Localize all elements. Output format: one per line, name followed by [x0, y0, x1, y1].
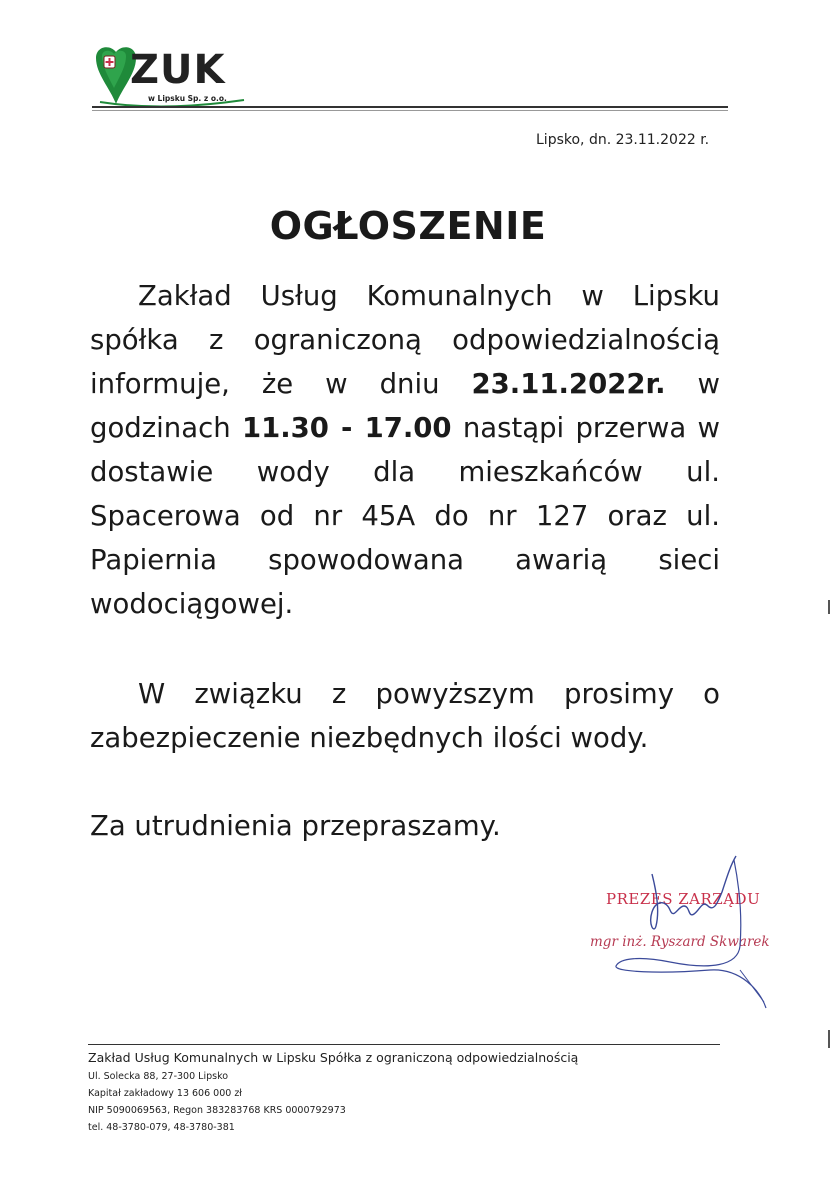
header-divider-thin	[92, 110, 728, 111]
handwritten-signature-icon	[590, 850, 780, 1020]
paragraph-text-3: nastąpi przerwa w dostawie wody dla mieszkańców ul. Spacerowa od nr 45A do nr 127 oraz ul. Papiernia spowodowana awarią sieci wodociągowej.	[90, 412, 721, 620]
footer-registration-ids: NIP 5090069563, Regon 383283768 KRS 0000792973	[88, 1105, 346, 1116]
page-title: OGŁOSZENIE	[269, 204, 547, 248]
footer-company-name: Zakład Usług Komunalnych w Lipsku Spółka z ograniczoną odpowiedzialnością	[88, 1050, 579, 1065]
date-line: Lipsko, dn. 23.11.2022 r.	[536, 132, 710, 148]
outage-hours: 11.30 - 17.00	[241, 412, 452, 444]
logo-subtitle: w Lipsku Sp. z o.o.	[148, 94, 227, 103]
stamp-title: PREZES ZARZĄDU	[606, 890, 761, 908]
announcement-paragraph	[90, 274, 720, 626]
logo-name: ZUK	[130, 47, 226, 93]
paragraph-text-2: w godzinach	[90, 368, 720, 444]
outage-date: 23.11.2022r.	[471, 368, 666, 400]
request-text: W związku z powyższym prosimy o zabezpieczenie niezbędnych ilości wody.	[90, 678, 720, 754]
apology-text: Za utrudnienia przepraszamy.	[90, 810, 501, 842]
company-logo	[92, 44, 252, 108]
header-divider	[92, 106, 728, 108]
footer-address: Ul. Solecka 88, 27-300 Lipsko	[88, 1071, 229, 1082]
footer-phone: tel. 48-3780-079, 48-3780-381	[88, 1122, 235, 1133]
stamp-name: mgr inż. Ryszard Skwarek	[590, 934, 770, 950]
apology-paragraph	[90, 804, 720, 848]
paragraph-text-1: Zakład Usług Komunalnych w Lipsku spółka z ograniczoną odpowiedzialnością informuje, że w dniu	[90, 280, 720, 400]
request-paragraph	[90, 672, 720, 760]
signature-stamp	[590, 850, 780, 1020]
footer-divider	[88, 1044, 720, 1045]
scan-edge-mark	[828, 600, 830, 614]
scan-edge-mark	[828, 1030, 830, 1048]
footer-capital: Kapitał zakładowy 13 606 000 zł	[88, 1088, 243, 1099]
